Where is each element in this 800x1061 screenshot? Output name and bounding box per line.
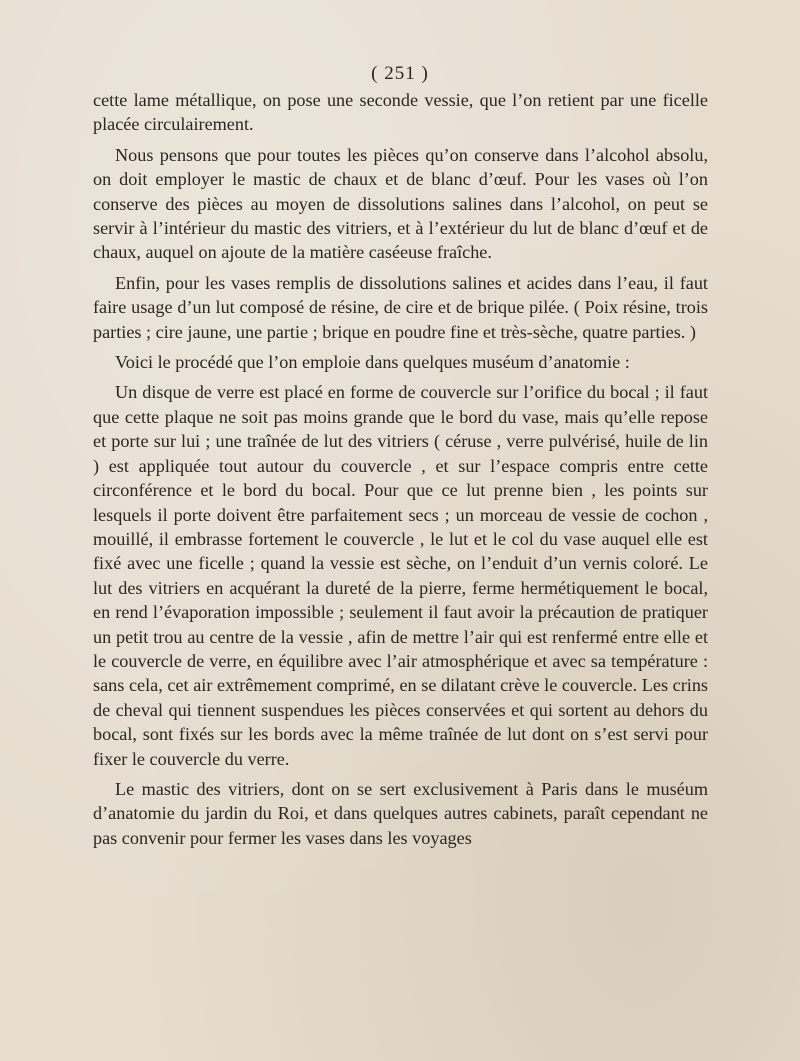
paragraph-procedure-intro: Voici le procédé que l’on emploie dans quelques muséum d’anatomie : [115,352,630,373]
paragraph-glass-disc-procedure: Un disque de verre est placé en forme de couvercle sur l’orifice du bocal ; il faut que cette plaque ne soit pas moins grande que le bord du vase, mais qu’elle repose et porte sur lui ; une traînée de lut des vitriers ( céruse , verre pulvérisé, huile de lin ) est appliquée tout autour du couvercle , et sur l’espace compris entre cette circonférence et le bord du bocal. Pour que ce lut prenne bien , les points sur lesquels il porte doivent être parfaitement secs ; un morceau de vessie de cochon , mouillé, il embrasse fortement le couvercle , le lut et le col du vase auquel elle est fixé avec une ficelle ; quand la vessie est sèche, on l’enduit d’un vernis coloré. Le lut des vitriers en acquérant la dureté de la pierre, ferme hermétiquement le bocal, en rend l’évaporation impossible ; seulement il faut avoir la précaution de pratiquer un petit trou au centre de la vessie , afin de mettre l’air qui est renfermé entre elle et le couvercle de verre, en équilibre avec l’air atmosphérique et avec sa température : sans cela, cet air extrêmement comprimé, en se dilatant crève le couvercle. Les crins de cheval qui tiennent suspendues les pièces conservées et qui sortent au dehors du bocal, sont fixés sur les bords avec la même traînée de lut dont on s’est servi pour fixer le couvercle du verre. [93,382,708,769]
page-number: ( 251 ) [371,63,429,84]
paragraph-alcohol-mastic: Nous pensons que pour toutes les pièces qu’on conserve dans l’alcohol absolu, on doit employer le mastic de chaux et de blanc d’œuf. Pour les vases où l’on conserve des pièces au moyen de dissolutions salines dans l’alcohol, on peut se servir à l’intérieur du mastic des vitriers, et à l’extérieur du lut de blanc d’œuf et de chaux, auquel on ajoute de la matière caséeuse fraîche. [93,144,708,263]
paragraph-saline-lute: Enfin, pour les vases remplis de dissolutions salines et acides dans l’eau, il faut faire usage d’un lut composé de résine, de cire et de brique pilée. ( Poix résine, trois parties ; cire jaune, une partie ; brique en poudre fine et très-sèche, quatre parties. ) [93,272,708,342]
paragraph-continuation: cette lame métallique, on pose une seconde vessie, que l’on retient par une ficelle placée circulairement. [93,90,708,135]
paragraph-glaziers-mastic: Le mastic des vitriers, dont on se sert exclusivement à Paris dans le muséum d’anatomie du jardin du Roi, et dans quelques autres cabinets, paraît cependant ne pas convenir pour fermer les vases dans les voyages [93,778,708,848]
body-text [93,88,708,850]
